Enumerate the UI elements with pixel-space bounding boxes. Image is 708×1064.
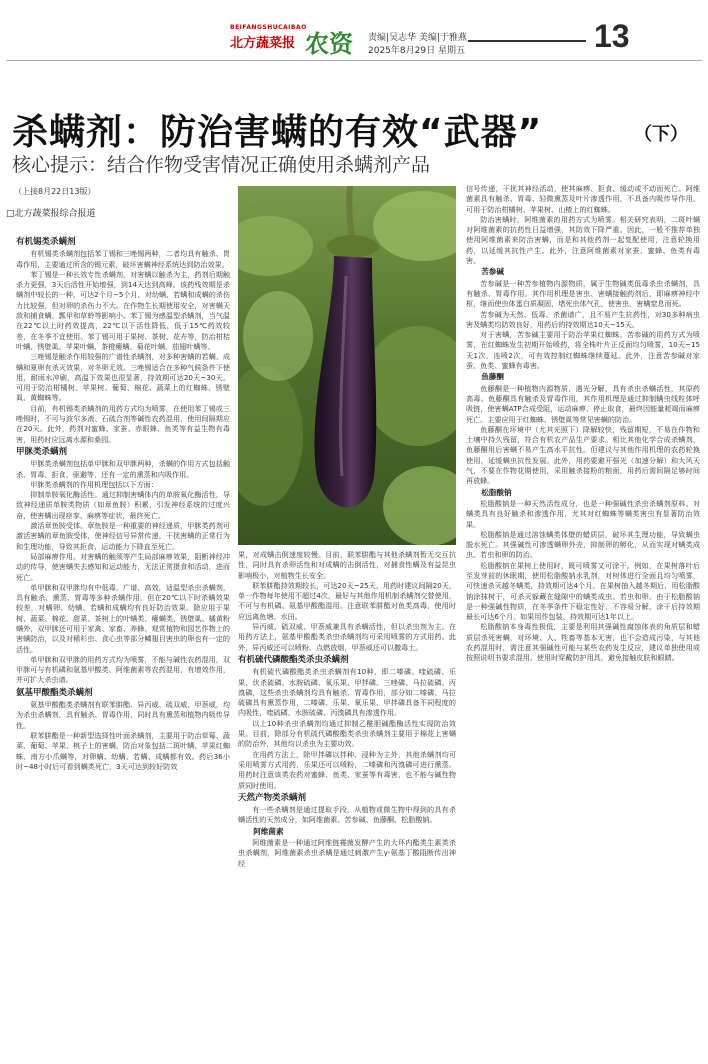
paragraph: 三唑锡是触杀作用较强的广谱性杀螨剂，对多种害螨的若螨、成螨和夏卵有杀灭效果，对冬卵无效。三唑锡适合在多种气候条件下使用，耐雨水冲刷，高温下效果也很显著，持效期可达20天~30天。可用于防治柑橘树、苹果树、葡萄、棉花、蔬菜上的红蜘蛛、锈壁虱、黄蜘蛛等。 xyxy=(16,352,230,403)
paragraph: 鱼藤酮是一种植物内源物质，遇光分解，具有杀虫杀螨活性，其原药高毒。鱼藤酮具有触杀及胃毒作用，其作用机理是通过抑制螨虫线粒体呼吸链，使害螨ATP合成受阻，运动麻痹、停止取食，最终因能量耗竭而麻痹死亡。主要应用于红蜘蛛、锈壁虱等常见害螨的防治。 xyxy=(466,383,700,424)
subsection-heading: 鱼藤酮 xyxy=(481,372,504,382)
paragraph: 果，对成螨击倒速度较慢。目前，联苯肼酯与其他杀螨剂暂无交互抗性，同时具有杀卵活性和对成螨的击倒活性，对捕食性螨及有益昆虫影响极小，对植物生长安全。 xyxy=(238,550,456,580)
eggplant-illustration xyxy=(238,186,456,545)
date-line: 2025年8月29日 星期五 xyxy=(368,46,465,56)
paragraph: 单甲脒和双甲脒均有中低毒，广谱、高效，适温型杀虫杀螨剂，具有触杀、熏蒸、胃毒等多种杀螨作用，但在20℃以下时杀螨效果较差，对螨卵、幼螨、若螨和成螨均有良好防治效果。除应用于果树、蔬菜、棉花、甜菜、茶树上的叶螨类、瘿螨类、锈壁虱、橘黄粉螨外，双甲脒还可用于家禽、家畜、养蜂、观赏植物和园艺作物上的害螨防治，以及对稀杉虫、食心虫等部分鳞翅目害虫的卵也有一定的活性。 xyxy=(16,582,230,654)
article-subtitle: 核心提示：结合作物受害情况正确使用杀螨剂产品 xyxy=(12,154,431,176)
paragraph: 联苯肼酯是一种新型选择性叶面杀螨剂，主要用于防治草莓、蔬菜、葡萄、苹果、桃子上的害螨，防治对象包括二斑叶螨、苹果红蜘蛛、南方小爪螨等，对卵螨、幼螨、若螨、成螨都有效。药后36小时~48小时后可看到螨类死亡，3天可达到较好防效 xyxy=(16,730,230,771)
paragraph: 抑制单胺氧化酶活性。通过抑制害螨体内的单胺氧化酶活性，导致神经递质单胺类物质（如章鱼胺）积累，引发神经系统的过度兴奋，使害螨出现痉挛、麻痹等症状，最终死亡。 xyxy=(16,490,230,520)
paragraph: 局部麻痹作用。对害螨的触须等产生局部麻痹效果，阻断神经冲动的传导，使害螨失去感知和运动能力，无法正常摄食和活动，进而死亡。 xyxy=(16,551,230,582)
paragraph: 氨基甲酸酯类杀螨剂有联苯肼酯、异丙威、硫双威、甲萘威，均为杀虫杀螨剂，具有触杀、胃毒作用，同时具有熏蒸和植物内吸传导性。 xyxy=(16,700,230,730)
article-column-1 xyxy=(16,235,230,1059)
paragraph: 在用药方法上，除甲拌磷以拌种、浸种为主外，其他杀螨剂均可采用喷雾方式用药，乐果还可以喷粉，二嗪磷和丙溴磷可进行熏蒸。用药时注意该类农药对蜜蜂、鱼类、家蚕等有毒害，也不能与碱性物质同时使用。 xyxy=(238,749,456,790)
editor-line: 责编|吴志华 美编|于雅燕 xyxy=(368,33,467,43)
paragraph: 苦参碱是一种苦参植物内源物质，属于生物碱类低毒杀虫杀螨剂，具有触杀、胃毒作用。其作用机理是害虫、害螨接触药剂后，即麻痹神经中枢，继而使虫体蛋白质凝固，堵死虫体气孔，使害虫、害螨窒息而死。 xyxy=(466,278,700,309)
section-heading: 甲脒类杀螨剂 xyxy=(16,446,68,457)
paragraph: 松脂酸钠在果树上使用时，既可喷雾又可涂干。例如，在果树落叶后至发芽前的休眠期，使用松脂酸钠水乳剂，对树体进行全面且均匀喷雾，可快速杀灭越冬螨类，持效期可达4个月。在果树抽入越冬期后，用松脂酸钠涂抹树干，可杀灭躲藏在缝隙中的螨类成虫、若虫和卵。由于松脂酸钠是一种强碱性物质，在冬季条件下稳定性好，不容易分解，涂干后持效期最长可达6个月。如果用作包装，持效期可达1年以上。 xyxy=(466,560,700,622)
section-heading: 氨基甲酸酯类杀螨剂 xyxy=(16,687,93,698)
paragraph: 鱼藤酮在环境中（尤其光照下）降解较快，残留期短，不易在作物和土壤中持久残留，符合有机农产品生产要求。相比其他化学合成杀螨剂，鱼藤酮用后害螨不易产生高水平抗性。但建议与其他作用机理的农药轮换使用，延缓螨虫抗性发展。此外，用药要避开强光（加速分解）和大风天气，不要在作物花期使用，采用触杀接粉的粮面，用药后需间隔足够时间再放蜂。 xyxy=(466,424,700,486)
section-heading: 天然产物类杀螨剂 xyxy=(238,792,307,803)
page-number: 13 xyxy=(594,18,630,54)
masthead-pinyin: BEIFANGSHUCAIBAO xyxy=(230,24,307,31)
article-title-suffix: （下） xyxy=(634,124,688,145)
eggplant-photo xyxy=(238,186,456,545)
paragraph: 苦参碱为天然、低毒、杀菌谱广，且不易产生抗药性，对30多种病虫害及螨类均防效良好，用药后的持效期达10天~15天。 xyxy=(466,309,700,329)
paragraph: 联苯肼酯持效期较长，可达20天~25天，用药时建议间隔20天，单一作物每年使用不超过4次，最好与其他作用机制杀螨剂交替使用，不可与有机磷、氨基甲酸酯混用。注意联苯肼酯对鱼类高毒，使用时应远离鱼塘、水田。 xyxy=(238,580,456,621)
masthead-logo: 北方蔬菜报 xyxy=(230,36,296,51)
header-rule xyxy=(468,40,586,42)
paragraph: 甲脒类杀螨剂包括单甲脒和双甲脒两种，杀螨的作用方式包括触杀、胃毒、拒食、驱避等，还有一定的熏蒸和内吸作用。 xyxy=(16,459,230,479)
paragraph: 有机锡类杀螨剂包括苯丁锡和三唑锡两种，二者均具有触杀、胃毒作用，主要通过所含的锡元素，破坏害螨神经系统达到防治效果。 xyxy=(16,249,230,269)
subsection-heading: 阿维菌素 xyxy=(253,826,284,836)
header-divider xyxy=(6,60,702,61)
paragraph: 目前，有机锡类杀螨剂的用药方式均为喷雾，在使用苯丁锡或三唑锡时，不可与波尔多液、石硫合剂等碱性农药混用，使用间隔期应在20天。此外，药剂对蜜蜂、家蚕、赤眼蜂、鱼类等有益生物有毒害，用药时应远离水源和桑园。 xyxy=(16,403,230,444)
paragraph: 有一些杀螨剂是通过提取手段，从植物或微生物中得到的具有杀螨活性的天然成分，如阿维菌素、苦参碱、鱼藤酮、松脂酸钠。 xyxy=(238,805,456,825)
section-heading: 有机硫代磷酸酯类杀虫杀螨剂 xyxy=(238,654,349,665)
paragraph: 松脂酸钠本身毒性极低，主要是利用其强碱性腐蚀体表的角质层和蜡质层杀死害螨，对环境、人、牲畜等基本无害，也不会造成污染，与其他农药混用时，需注意其强碱性可能与某些农药发生反应，建议单独使用或按照说明书要求混用。使用时穿戴防护用具，避免接触皮肤和眼睛。 xyxy=(466,622,700,663)
section-heading: 有机锡类杀螨剂 xyxy=(16,237,76,247)
paragraph: 阿维菌素是一种通过阿维链霉菌发酵产生的大环内酯类生素类杀虫杀螨剂，阿维菌素杀虫杀螨是通过刺激产生γ-氨基丁酸阻断传出神经 xyxy=(238,838,456,868)
continuation-note: （上接8月22日13版） xyxy=(14,187,96,196)
subsection-heading: 苦参碱 xyxy=(481,267,504,277)
subsection-heading: 松脂酸钠 xyxy=(481,487,512,497)
article-column-3 xyxy=(466,184,700,1059)
article-column-2 xyxy=(238,550,456,1059)
paragraph: 信号传递，干扰其神经活动，使其麻痹、拒食、缓动或不动而死亡。阿维菌素具有触杀、胃毒、轻微熏蒸及叶片渗透作用，不具备内吸传导作用。可用于防治柑橘树、苹果树、山楂上的红蜘蛛。 xyxy=(466,184,700,214)
paragraph: 单甲脒和双甲脒的用药方式均为喷雾，不能与碱性农药混用，双甲脒可与有机磷和氨基甲酸类、阿维菌素等农药混用，有增效作用，并可扩大杀虫谱。 xyxy=(16,654,230,685)
paragraph: 防治害螨时，阿维菌素的用药方式为喷雾。相关研究表明，二斑叶螨对阿维菌素的抗药性日益增强，其防效下降严重。因此，一般不推荐单独使用阿维菌素来防治害螨，而是和其他药剂一起复配使用，注意轮换用药，以延缓其抗性产生。此外，注意阿维菌素对家蚕、蜜蜂、鱼类有毒害。 xyxy=(466,214,700,266)
byline: □北方蔬菜报综合报道 xyxy=(6,209,96,219)
paragraph: 苯丁锡是一种长效专性杀螨剂，对害螨以触杀为主，药剂后期触杀力更强，3天后活性开始增强，到14天达到高峰。该药残效期是杀螨剂中较长的一种，可达2个月~5个月，对幼螨、若螨和成螨的杀伤力比较强，但对卵的杀伤力不大。在作物生长期使用安全，对害螨天敌和捕食螨、瓢甲和草蛉等影响小。苯丁锡为感温型杀螨剂，当气温在22℃以上时药效提高，22℃以下活性降低，低于15℃药效较差，在冬季不宜使用。苯丁锡可用于果树、茶树、花卉等，防治柑桔叶螨、锈壁虱、苹果叶螨、茶橙瘿螨、菊花叶螨、茄翅叶螨等。 xyxy=(16,269,230,351)
paragraph: 甲脒类杀螨剂的作用机理包括以下方面： xyxy=(30,479,158,489)
paragraph: 以上10种杀虫杀螨剂均通过抑制乙酰胆碱酯酶活性实现防治效果。目前，除部分有机硫代磷酸酯类杀虫杀螨剂主要用于棉花上害螨的防治外，其他均以杀虫为主要功效。 xyxy=(238,718,456,749)
paragraph: 松脂酸钠是一种天然活性成分，也是一种强碱性杀虫杀螨剂原料。对螨类具有良好触杀和渗透作用，尤其对红蜘蛛等螨类害虫有显著防治效果。 xyxy=(466,498,700,529)
paragraph: 松脂酸钠是通过溶蚀螨类体壁的蜡质层，破坏其生理功能，导致螨虫脱水死亡。其强碱性可渗透螨卵外壳，抑制卵的孵化，从而实现对螨类成虫、若虫和卵的防治。 xyxy=(466,529,700,560)
paragraph: 有机硫代磷酸酯类杀虫杀螨剂有10种，即二嗪磷、喹硫磷、乐果、伏杀硫磷、水胺硫磷、氧乐果、甲拌磷、三唑磷、马拉硫磷、丙溴磷，这些杀虫杀螨剂均具有触杀、胃毒作用，部分如二嗪磷、马拉硫磷具有熏蒸作用，二嗪磷、乐果、氧乐果、甲拌磷具备不同程度的内吸性，喹硫磷、水胺硫磷、丙溴磷具有渗透作用。 xyxy=(238,667,456,718)
paragraph: 对于害螨，苦参碱主要用于防治苹果红蜘蛛。苦参碱的用药方式为喷雾，在红蜘蛛发生初期开始喷药，将全株叶片正反面均匀喷雾，10天~15天1次，连喷2次，可有效控制红蜘蛛继续蔓延。此外，注意苦参碱对家蚕、鱼类、蜜蜂有毒害。 xyxy=(466,330,700,371)
paragraph: 激活章鱼胺受体。章鱼胺是一种重要的神经递质，甲脒类药剂可激活害螨的章鱼胺受体，使神经信号异常传递，干扰害螨的正常行为和生理功能，导致其拒食、运动能力下降直至死亡。 xyxy=(16,521,230,551)
article-title: 杀螨剂：防治害螨的有效“武器” xyxy=(12,112,543,153)
section-name: 农资 xyxy=(305,30,353,58)
paragraph: 异丙威、硫双威、甲萘威兼具有杀螨活性，但以杀虫剂为主。在用药方法上，氨基甲酸酯类杀虫杀螨剂均可采用喷雾的方式用药。此外，异丙威还可以喷粉、点燃放烟，甲萘威还可以撒毒土。 xyxy=(238,622,456,652)
